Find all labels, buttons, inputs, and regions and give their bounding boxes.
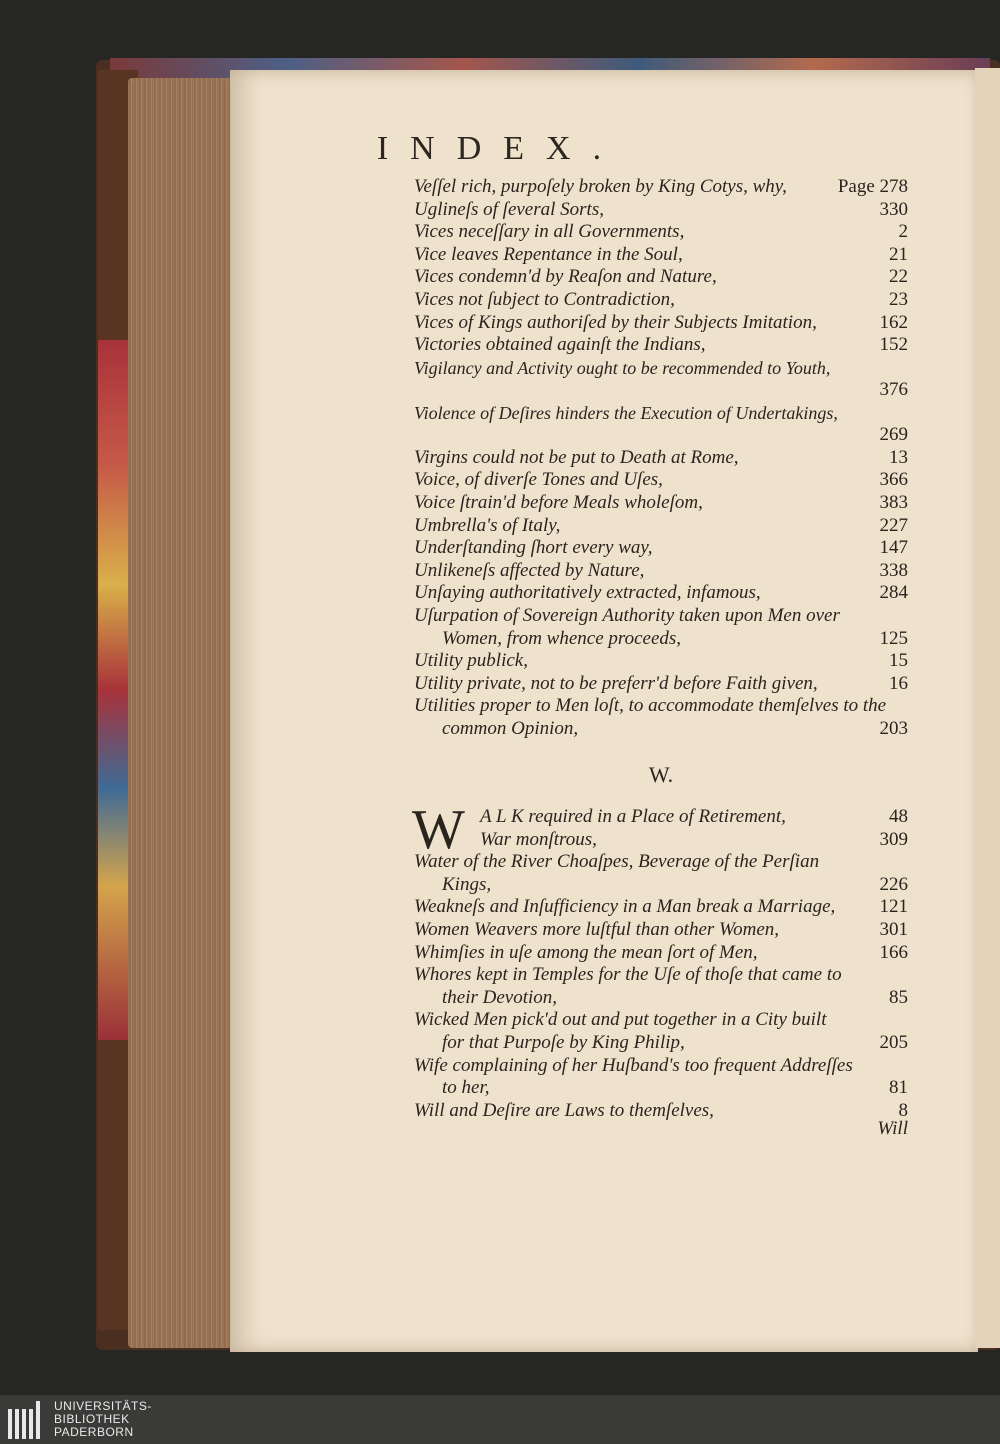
library-logo-icon [8,1401,44,1439]
entry-page-number: Page 278 [834,176,908,199]
entry-text: Unſaying authoritatively extracted, infamous, [414,582,761,604]
entry-text: Voice, of diverſe Tones and Uſes, [414,469,663,491]
entry-text: War monſtrous, [480,828,597,850]
entry-continuation: Women, from whence proceeds, [442,627,682,649]
entry-text: Weakneſs and Inſufficiency in a Man break a Marriage, [414,896,836,918]
entry-text: Vices condemn'd by Reaſon and Nature, [414,266,717,288]
index-entry [414,942,908,965]
index-entry [414,695,908,740]
entry-page-number: 383 [876,492,909,515]
drop-capital: W [412,799,465,861]
entry-text: Uſurpation of Sovereign Authority taken upon Men over [414,604,840,626]
index-entry [414,829,908,852]
entry-page-number: 166 [876,942,909,965]
entry-page-number: 226 [876,874,909,897]
entry-page-number: 203 [876,718,909,741]
entry-page-number: 125 [876,628,909,651]
entry-page-number: 121 [876,896,909,919]
index-entry [414,244,908,267]
library-name-line2: BIBLIOTHEK [54,1412,130,1426]
entry-page-number: 366 [876,469,909,492]
entry-text: Voice ſtrain'd before Meals wholeſom, [414,491,703,513]
index-entry [414,605,908,650]
index-entry [414,537,908,560]
entry-text: Will and Deſire are Laws to themſelves, [414,1099,714,1121]
index-entry [414,650,908,673]
entry-continuation: to her, [442,1077,490,1099]
entry-page-number: 21 [885,244,908,267]
index-entry [414,582,908,605]
entry-page-number: 227 [876,515,909,538]
index-entry [414,221,908,244]
entry-page-number: 376 [876,379,909,402]
page-block-edges [128,78,230,1348]
entry-continuation: their Devotion, [442,986,558,1008]
index-entry [414,312,908,335]
entry-page-number: 8 [895,1100,909,1123]
index-entry [414,469,908,492]
entry-text: Vices of Kings authoriſed by their Subjects Imitation, [414,311,817,333]
index-entry [414,402,908,447]
entry-page-number: 284 [876,582,909,605]
index-entry [414,1009,908,1054]
entry-text: Uglineſs of ſeveral Sorts, [414,198,604,220]
entry-page-number: 338 [876,560,909,583]
entry-text: Violence of Deſires hinders the Execution of Undertakings, [414,402,838,423]
index-entries-w [412,799,908,1122]
library-footer [0,1395,1000,1444]
entry-continuation: for that Purpoſe by King Philip, [442,1031,685,1053]
entry-text: Vigilancy and Activity ought to be recommended to Youth, [414,357,831,378]
index-entry [414,919,908,942]
index-entry [414,289,908,312]
catchword: Will [877,1118,908,1139]
section-heading-w: W. [648,762,674,787]
entry-text: Umbrella's of Italy, [414,514,561,536]
entry-text: Wife complaining of her Huſband's too frequent Addreſſes [414,1054,853,1076]
library-name [54,1400,152,1439]
entry-page-number: 22 [885,266,908,289]
entry-continuation: Kings, [442,873,492,895]
entry-text: Water of the River Choaſpes, Beverage of the Perſian [414,851,820,873]
entry-page-number: 23 [885,289,908,312]
index-entry [414,1100,908,1123]
index-entry [414,1055,908,1100]
entry-text: Veſſel rich, purpoſely broken by King Cotys, why, [414,176,787,197]
entry-text: Wicked Men pick'd out and put together in a City built [414,1009,827,1031]
index-entries-v [414,176,908,740]
entry-page-number: 330 [876,199,909,222]
entry-text: Utility publick, [414,650,528,672]
entry-page-number: 85 [885,987,908,1010]
entry-page-number: 2 [895,221,909,244]
page-title: INDEX. [376,130,624,167]
entry-text: Vice leaves Repentance in the Soul, [414,243,683,265]
facing-page-edge [975,68,1000,1348]
index-entry [414,896,908,919]
entry-page-number: 147 [876,537,909,560]
library-name-line1: UNIVERSITÄTS- [54,1399,152,1413]
index-entry [414,357,908,402]
entry-text: Vices neceſſary in all Governments, [414,221,685,243]
index-entry [414,492,908,515]
entry-page-number: 205 [876,1032,909,1055]
entry-text: Whimſies in uſe among the mean ſort of Men, [414,941,758,963]
index-entry [414,334,908,357]
entry-page-number: 13 [885,447,908,470]
entry-page-number: 162 [876,312,909,335]
index-entry [414,199,908,222]
index-entry [414,266,908,289]
index-entry [414,176,908,199]
index-entry [414,673,908,696]
entry-page-number: 152 [876,334,909,357]
entry-page-number: 81 [885,1077,908,1100]
index-entry [414,515,908,538]
entry-text: Utility private, not to be preferr'd before Faith given, [414,672,818,694]
entry-page-number: 48 [885,806,908,829]
entry-text: Vices not ſubject to Contradiction, [414,288,675,310]
entry-text: A L K required in a Place of Retirement, [480,806,786,827]
entry-text: Victories obtained againſt the Indians, [414,334,706,356]
index-entry [414,851,908,896]
entry-page-number: 15 [885,650,908,673]
entry-text: Utilities proper to Men loſt, to accommodate themſelves to the [414,695,887,717]
entry-page-number: 301 [876,919,909,942]
entry-page-number: 269 [876,424,909,447]
index-entry [414,560,908,583]
index-entry [414,447,908,470]
index-entry [414,964,908,1009]
entry-text: Virgins could not be put to Death at Rome, [414,446,739,468]
entry-text: Unlikeneſs affected by Nature, [414,559,645,581]
entry-text: Underſtanding ſhort every way, [414,537,653,559]
library-name-line3: PADERBORN [54,1425,134,1439]
entry-page-number: 309 [876,829,909,852]
entry-page-number: 16 [885,673,908,696]
entry-continuation: common Opinion, [442,717,579,739]
entry-text: Women Weavers more luſtful than other Women, [414,918,780,940]
entry-text: Whores kept in Temples for the Uſe of thoſe that came to [414,964,842,986]
